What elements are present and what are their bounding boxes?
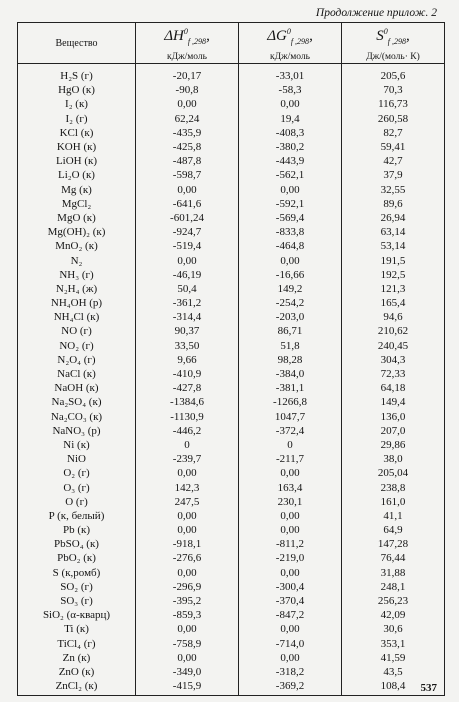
cell-substance: Na₂CO₃ (к)	[18, 410, 136, 424]
cell-entropy: 37,9	[342, 168, 445, 182]
table-row	[18, 64, 445, 84]
cell-entropy: 205,6	[342, 64, 445, 84]
cell-substance: PbSO₄ (к)	[18, 537, 136, 551]
cell-gibbs: -370,4	[239, 594, 342, 608]
table-row	[18, 495, 445, 509]
cell-enthalpy: -415,9	[136, 679, 239, 696]
table-row	[18, 651, 445, 665]
cell-entropy: 41,1	[342, 509, 445, 523]
table-row	[18, 551, 445, 565]
cell-entropy: 72,33	[342, 367, 445, 381]
cell-substance: HgO (к)	[18, 83, 136, 97]
cell-substance: ZnO (к)	[18, 665, 136, 679]
header-enthalpy: $\Delta H^0_{f ,298}$, кДж/моль	[136, 23, 239, 64]
cell-substance: SO₂ (г)	[18, 580, 136, 594]
table-row	[18, 367, 445, 381]
cell-entropy: 59,41	[342, 140, 445, 154]
cell-enthalpy: -1384,6	[136, 395, 239, 409]
table-row	[18, 566, 445, 580]
header-gibbs: $\Delta G^0_{f ,298}$, кДж/моль	[239, 23, 342, 64]
table-row	[18, 97, 445, 111]
cell-enthalpy: -641,6	[136, 197, 239, 211]
cell-entropy: 121,3	[342, 282, 445, 296]
cell-gibbs: -254,2	[239, 296, 342, 310]
cell-entropy: 42,09	[342, 608, 445, 622]
cell-gibbs: -16,66	[239, 268, 342, 282]
cell-enthalpy: 9,66	[136, 353, 239, 367]
cell-gibbs: -847,2	[239, 608, 342, 622]
table-row	[18, 140, 445, 154]
cell-enthalpy: -314,4	[136, 310, 239, 324]
cell-entropy: 53,14	[342, 239, 445, 253]
cell-enthalpy: 0,00	[136, 183, 239, 197]
cell-substance: O₃ (г)	[18, 480, 136, 494]
cell-enthalpy: -20,17	[136, 64, 239, 84]
table-row	[18, 608, 445, 622]
table-row	[18, 509, 445, 523]
cell-substance: NO (г)	[18, 324, 136, 338]
cell-gibbs: 0	[239, 438, 342, 452]
cell-substance: Mg(OH)₂ (к)	[18, 225, 136, 239]
cell-entropy: 161,0	[342, 495, 445, 509]
cell-entropy: 165,4	[342, 296, 445, 310]
table-row	[18, 594, 445, 608]
cell-substance: N₂	[18, 253, 136, 267]
cell-enthalpy: -446,2	[136, 424, 239, 438]
cell-enthalpy: -296,9	[136, 580, 239, 594]
cell-enthalpy: -859,3	[136, 608, 239, 622]
cell-gibbs: 230,1	[239, 495, 342, 509]
cell-entropy: 207,0	[342, 424, 445, 438]
cell-substance: TiCl₄ (г)	[18, 637, 136, 651]
table-row	[18, 580, 445, 594]
cell-enthalpy: 0,00	[136, 566, 239, 580]
cell-gibbs: -58,3	[239, 83, 342, 97]
cell-gibbs: -464,8	[239, 239, 342, 253]
cell-enthalpy: -239,7	[136, 452, 239, 466]
cell-substance: N₂O₄ (г)	[18, 353, 136, 367]
cell-gibbs: 0,00	[239, 509, 342, 523]
cell-substance: S (к,ромб)	[18, 566, 136, 580]
table-row	[18, 126, 445, 140]
table-row	[18, 452, 445, 466]
table-row	[18, 410, 445, 424]
cell-enthalpy: -601,24	[136, 211, 239, 225]
cell-substance: ZnCl₂ (к)	[18, 679, 136, 696]
cell-entropy: 108,4	[342, 679, 445, 696]
cell-substance: P (к, белый)	[18, 509, 136, 523]
cell-enthalpy: -918,1	[136, 537, 239, 551]
cell-gibbs: 149,2	[239, 282, 342, 296]
cell-entropy: 116,73	[342, 97, 445, 111]
cell-substance: KCl (к)	[18, 126, 136, 140]
table-header-row	[18, 23, 445, 64]
cell-entropy: 248,1	[342, 580, 445, 594]
cell-entropy: 30,6	[342, 622, 445, 636]
cell-enthalpy: 0,00	[136, 523, 239, 537]
cell-gibbs: -443,9	[239, 154, 342, 168]
cell-enthalpy: -395,2	[136, 594, 239, 608]
cell-enthalpy: 0	[136, 438, 239, 452]
cell-gibbs: 0,00	[239, 97, 342, 111]
table-row	[18, 324, 445, 338]
cell-enthalpy: 0,00	[136, 97, 239, 111]
cell-enthalpy: -487,8	[136, 154, 239, 168]
running-head: Продолжение прилож. 2	[315, 7, 437, 19]
cell-substance: NH₄Cl (к)	[18, 310, 136, 324]
cell-gibbs: -381,1	[239, 381, 342, 395]
table-row	[18, 353, 445, 367]
cell-gibbs: 0,00	[239, 622, 342, 636]
cell-gibbs: -211,7	[239, 452, 342, 466]
cell-substance: NH₄OH (р)	[18, 296, 136, 310]
cell-entropy: 63,14	[342, 225, 445, 239]
cell-substance: KOH (к)	[18, 140, 136, 154]
header-entropy: $S^0_{f ,298}$, Дж/(моль· К)	[342, 23, 445, 64]
table-row	[18, 197, 445, 211]
table-row	[18, 480, 445, 494]
cell-enthalpy: 0,00	[136, 253, 239, 267]
cell-gibbs: -219,0	[239, 551, 342, 565]
cell-entropy: 43,5	[342, 665, 445, 679]
cell-substance: NaNO₃ (р)	[18, 424, 136, 438]
cell-enthalpy: 0,00	[136, 509, 239, 523]
cell-entropy: 256,23	[342, 594, 445, 608]
cell-entropy: 89,6	[342, 197, 445, 211]
cell-substance: NaCl (к)	[18, 367, 136, 381]
cell-gibbs: -318,2	[239, 665, 342, 679]
table-row	[18, 395, 445, 409]
cell-gibbs: -562,1	[239, 168, 342, 182]
cell-substance: O (г)	[18, 495, 136, 509]
cell-gibbs: 0,00	[239, 523, 342, 537]
cell-enthalpy: 247,5	[136, 495, 239, 509]
cell-gibbs: -203,0	[239, 310, 342, 324]
table-row	[18, 523, 445, 537]
cell-entropy: 76,44	[342, 551, 445, 565]
cell-enthalpy: -361,2	[136, 296, 239, 310]
cell-gibbs: 0,00	[239, 651, 342, 665]
cell-entropy: 64,9	[342, 523, 445, 537]
cell-entropy: 42,7	[342, 154, 445, 168]
cell-enthalpy: -427,8	[136, 381, 239, 395]
page-number: 537	[420, 682, 437, 694]
table-row	[18, 168, 445, 182]
header-enthalpy-unit: кДж/моль	[166, 51, 207, 62]
table-row	[18, 268, 445, 282]
table-row	[18, 537, 445, 551]
cell-gibbs: -408,3	[239, 126, 342, 140]
cell-enthalpy: 62,24	[136, 112, 239, 126]
cell-enthalpy: -435,9	[136, 126, 239, 140]
table-row	[18, 296, 445, 310]
cell-entropy: 94,6	[342, 310, 445, 324]
cell-enthalpy: 90,37	[136, 324, 239, 338]
table-row	[18, 154, 445, 168]
cell-gibbs: -369,2	[239, 679, 342, 696]
cell-entropy: 260,58	[342, 112, 445, 126]
table-row	[18, 679, 445, 696]
table-row	[18, 339, 445, 353]
cell-gibbs: -569,4	[239, 211, 342, 225]
cell-entropy: 64,18	[342, 381, 445, 395]
cell-entropy: 240,45	[342, 339, 445, 353]
cell-gibbs: -384,0	[239, 367, 342, 381]
cell-substance: NiO	[18, 452, 136, 466]
cell-substance: Ti (к)	[18, 622, 136, 636]
cell-entropy: 26,94	[342, 211, 445, 225]
table-row	[18, 424, 445, 438]
cell-gibbs: -1266,8	[239, 395, 342, 409]
cell-substance: LiOH (к)	[18, 154, 136, 168]
cell-gibbs: 0,00	[239, 253, 342, 267]
table-row	[18, 381, 445, 395]
table-row	[18, 83, 445, 97]
cell-gibbs: -380,2	[239, 140, 342, 154]
cell-substance: N₂H₄ (ж)	[18, 282, 136, 296]
cell-enthalpy: -90,8	[136, 83, 239, 97]
cell-entropy: 147,28	[342, 537, 445, 551]
cell-substance: MgO (к)	[18, 211, 136, 225]
cell-enthalpy: 0,00	[136, 466, 239, 480]
cell-gibbs: 1047,7	[239, 410, 342, 424]
cell-entropy: 353,1	[342, 637, 445, 651]
cell-substance: I₂ (к)	[18, 97, 136, 111]
cell-gibbs: -811,2	[239, 537, 342, 551]
cell-enthalpy: 0,00	[136, 622, 239, 636]
cell-substance: Pb (к)	[18, 523, 136, 537]
cell-substance: NH₃ (г)	[18, 268, 136, 282]
table-row	[18, 282, 445, 296]
cell-gibbs: 163,4	[239, 480, 342, 494]
table-row	[18, 112, 445, 126]
cell-gibbs: 51,8	[239, 339, 342, 353]
cell-substance: I₂ (г)	[18, 112, 136, 126]
cell-substance: SO₃ (г)	[18, 594, 136, 608]
cell-enthalpy: -598,7	[136, 168, 239, 182]
cell-entropy: 31,88	[342, 566, 445, 580]
cell-entropy: 238,8	[342, 480, 445, 494]
cell-entropy: 210,62	[342, 324, 445, 338]
cell-entropy: 70,3	[342, 83, 445, 97]
cell-enthalpy: -758,9	[136, 637, 239, 651]
cell-entropy: 82,7	[342, 126, 445, 140]
cell-substance: Ni (к)	[18, 438, 136, 452]
cell-substance: NO₂ (г)	[18, 339, 136, 353]
cell-gibbs: -833,8	[239, 225, 342, 239]
cell-entropy: 29,86	[342, 438, 445, 452]
cell-gibbs: -372,4	[239, 424, 342, 438]
thermodynamic-data-table	[17, 22, 445, 696]
cell-enthalpy: -46,19	[136, 268, 239, 282]
cell-entropy: 38,0	[342, 452, 445, 466]
cell-substance: O₂ (г)	[18, 466, 136, 480]
cell-gibbs: 98,28	[239, 353, 342, 367]
cell-gibbs: 0,00	[239, 566, 342, 580]
cell-substance: PbO₂ (к)	[18, 551, 136, 565]
cell-gibbs: 19,4	[239, 112, 342, 126]
cell-enthalpy: -1130,9	[136, 410, 239, 424]
header-substance: Вещество	[18, 23, 136, 64]
table-row	[18, 438, 445, 452]
table-row	[18, 253, 445, 267]
cell-gibbs: -33,01	[239, 64, 342, 84]
cell-gibbs: 0,00	[239, 466, 342, 480]
cell-enthalpy: -349,0	[136, 665, 239, 679]
table-row	[18, 183, 445, 197]
cell-entropy: 304,3	[342, 353, 445, 367]
cell-entropy: 149,4	[342, 395, 445, 409]
cell-gibbs: 0,00	[239, 183, 342, 197]
cell-enthalpy: -519,4	[136, 239, 239, 253]
cell-entropy: 32,55	[342, 183, 445, 197]
cell-enthalpy: -924,7	[136, 225, 239, 239]
cell-substance: Na₂SO₄ (к)	[18, 395, 136, 409]
cell-entropy: 205,04	[342, 466, 445, 480]
cell-gibbs: -300,4	[239, 580, 342, 594]
cell-enthalpy: 33,50	[136, 339, 239, 353]
cell-entropy: 191,5	[342, 253, 445, 267]
cell-enthalpy: -276,6	[136, 551, 239, 565]
cell-gibbs: -714,0	[239, 637, 342, 651]
table-row	[18, 211, 445, 225]
cell-substance: SiO₂ (α-кварц)	[18, 608, 136, 622]
table-row	[18, 225, 445, 239]
table-row	[18, 239, 445, 253]
cell-enthalpy: 142,3	[136, 480, 239, 494]
cell-substance: Li₂O (к)	[18, 168, 136, 182]
cell-enthalpy: 50,4	[136, 282, 239, 296]
cell-enthalpy: 0,00	[136, 651, 239, 665]
cell-substance: MgCl₂	[18, 197, 136, 211]
cell-substance: MnO₂ (к)	[18, 239, 136, 253]
table-row	[18, 310, 445, 324]
cell-enthalpy: -425,8	[136, 140, 239, 154]
cell-substance: NaOH (к)	[18, 381, 136, 395]
cell-gibbs: -592,1	[239, 197, 342, 211]
header-gibbs-unit: кДж/моль	[269, 51, 310, 62]
table-row	[18, 637, 445, 651]
cell-entropy: 41,59	[342, 651, 445, 665]
cell-gibbs: 86,71	[239, 324, 342, 338]
table-row	[18, 665, 445, 679]
table-row	[18, 466, 445, 480]
cell-substance: Mg (к)	[18, 183, 136, 197]
cell-substance: H₂S (г)	[18, 64, 136, 84]
cell-entropy: 192,5	[342, 268, 445, 282]
cell-enthalpy: -410,9	[136, 367, 239, 381]
cell-entropy: 136,0	[342, 410, 445, 424]
table-row	[18, 622, 445, 636]
header-entropy-unit: Дж/(моль· К)	[366, 51, 420, 62]
cell-substance: Zn (к)	[18, 651, 136, 665]
